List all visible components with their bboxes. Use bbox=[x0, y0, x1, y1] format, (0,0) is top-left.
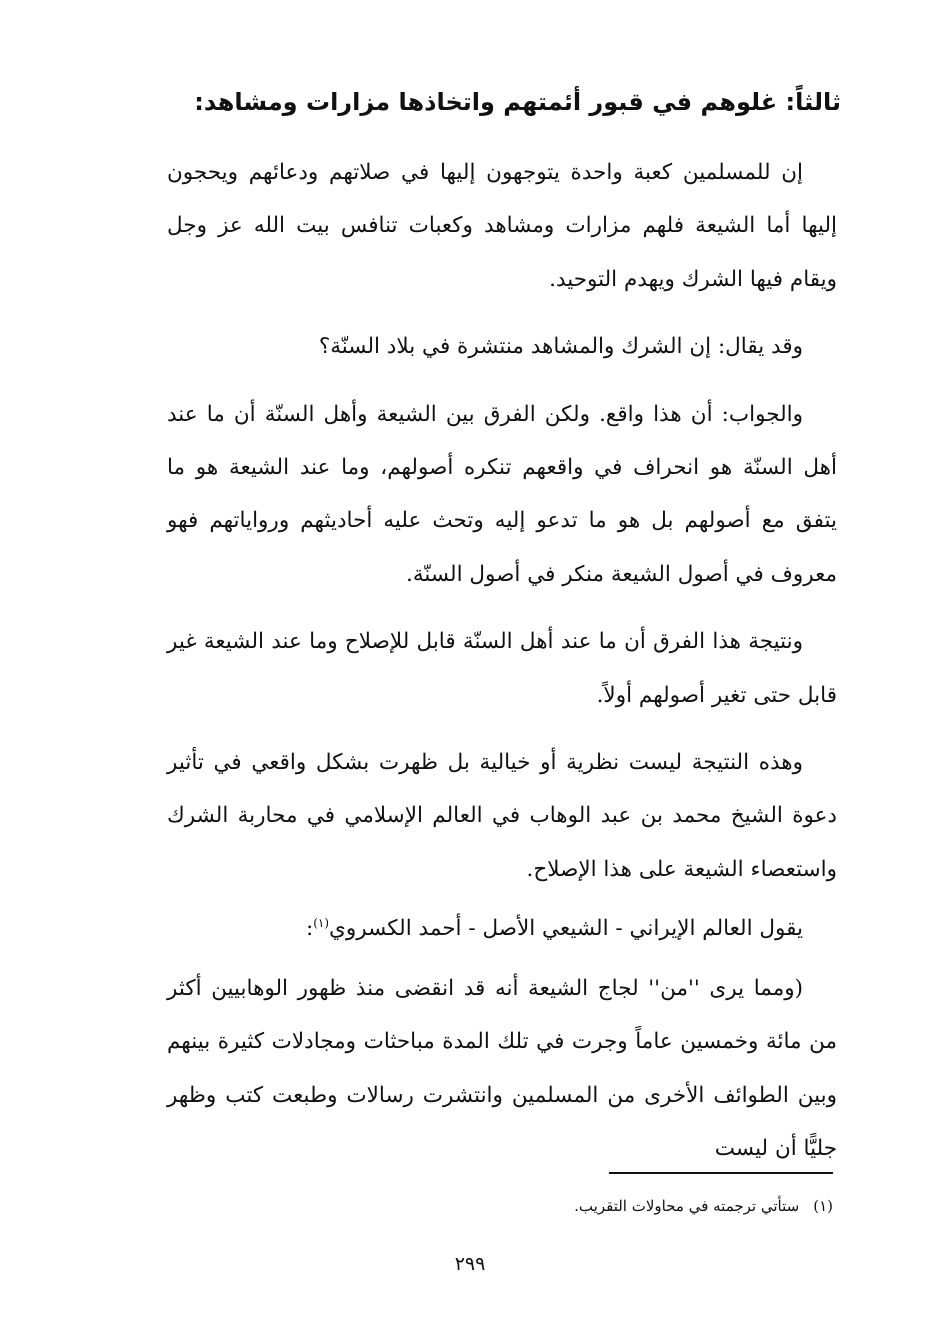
section-heading: ثالثاً: غلوهم في قبور أئمتهم واتخاذها مزارات ومشاهد: bbox=[194, 88, 841, 116]
paragraph-result: ونتيجة هذا الفرق أن ما عند أهل السنّة قابل للإصلاح وما عند الشيعة غير قابل حتى تغير أصولهم أولاً. bbox=[167, 629, 837, 708]
paragraph-answer: والجواب: أن هذا واقع. ولكن الفرق بين الشيعة وأهل السنّة أن ما عند أهل السنّة هو انحراف في واقعهم تنكره أصولهم، وما عند الشيعة هو ما يتفق مع أصولهم بل هو ما تدعو إليه وتحث عليه أحاديثهم ورواياتهم فهو معروف في أصول الشيعة منكر في أصول السنّة. bbox=[167, 401, 837, 587]
footnote bbox=[333, 1190, 833, 1222]
footnote-divider bbox=[609, 1172, 833, 1174]
paragraph-kaaba: إن للمسلمين كعبة واحدة يتوجهون إليها في صلاتهم ودعائهم ويحجون إليها أما الشيعة فلهم مزارات ومشاهد وكعبات تنافس بيت الله عز وجل ويقام فيها الشرك ويهدم التوحيد. bbox=[167, 160, 837, 292]
quote-intro-colon: : bbox=[305, 916, 314, 942]
quote-intro bbox=[167, 902, 837, 955]
footnote-reference[interactable]: (١) bbox=[313, 916, 330, 931]
quoted-passage: (ومما يرى ''من'' لجاج الشيعة أنه قد انقضى منذ ظهور الوهابيين أكثر من مائة وخمسين عاماً وجرت في تلك المدة مباحثات ومجادلات كثيرة بينهم وبين الطوائف الأخرى من المسلمين وانتشرت رسالات وطبعت كتب وظهر جليًّا أن ليست bbox=[167, 975, 837, 1161]
paragraph-objection: وقد يقال: إن الشرك والمشاهد منتشرة في بلاد السنّة؟ bbox=[318, 334, 803, 360]
footnote-text: ستأتي ترجمته في محاولات التقريب. bbox=[574, 1197, 800, 1215]
main-text bbox=[167, 146, 837, 1189]
page-number: ٢٩٩ bbox=[454, 1253, 486, 1275]
paragraph-evidence: وهذه النتيجة ليست نظرية أو خيالية بل ظهرت بشكل واقعي في تأثير دعوة الشيخ محمد بن عبد الوهاب في العالم الإسلامي في محاربة الشرك واستعصاء الشيعة على هذا الإصلاح. bbox=[167, 750, 837, 882]
quote-intro-text: يقول العالم الإيراني - الشيعي الأصل - أحمد الكسروي bbox=[329, 916, 803, 942]
footnote-number: (١) bbox=[813, 1197, 833, 1215]
